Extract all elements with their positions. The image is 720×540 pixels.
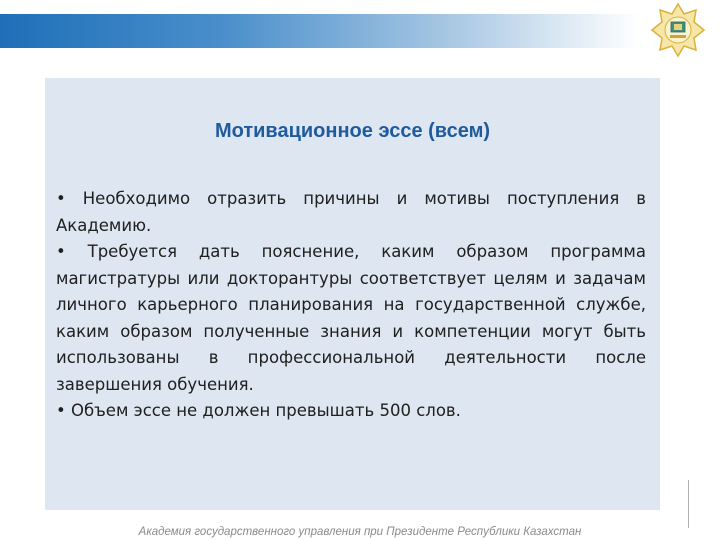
content-panel — [45, 78, 660, 510]
header-gradient-bar — [0, 14, 640, 48]
star-emblem-icon — [650, 2, 706, 58]
slide-body — [56, 186, 646, 425]
footer-caption: Академия государственного управления при Президенте Республики Казахстан — [138, 526, 582, 538]
divider — [688, 480, 689, 528]
bullet-paragraph: • Объем эссе не должен превышать 500 слов. — [56, 401, 461, 420]
slide-title: Мотивационное эссе (всем) — [214, 120, 491, 142]
bullet-paragraph: • Необходимо отразить причины и мотивы поступления в Академию. — [56, 189, 646, 235]
bullet-paragraph: • Требуется дать пояснение, каким образом программа магистратуры или докторантуры соответствует целям и задачам личного карьерного планирования на государственной службе, каким образом полученные знания и компетенции могут быть использованы в профессиональной деятельности после завершения обучения. — [56, 242, 646, 394]
academy-emblem-logo — [650, 2, 706, 58]
